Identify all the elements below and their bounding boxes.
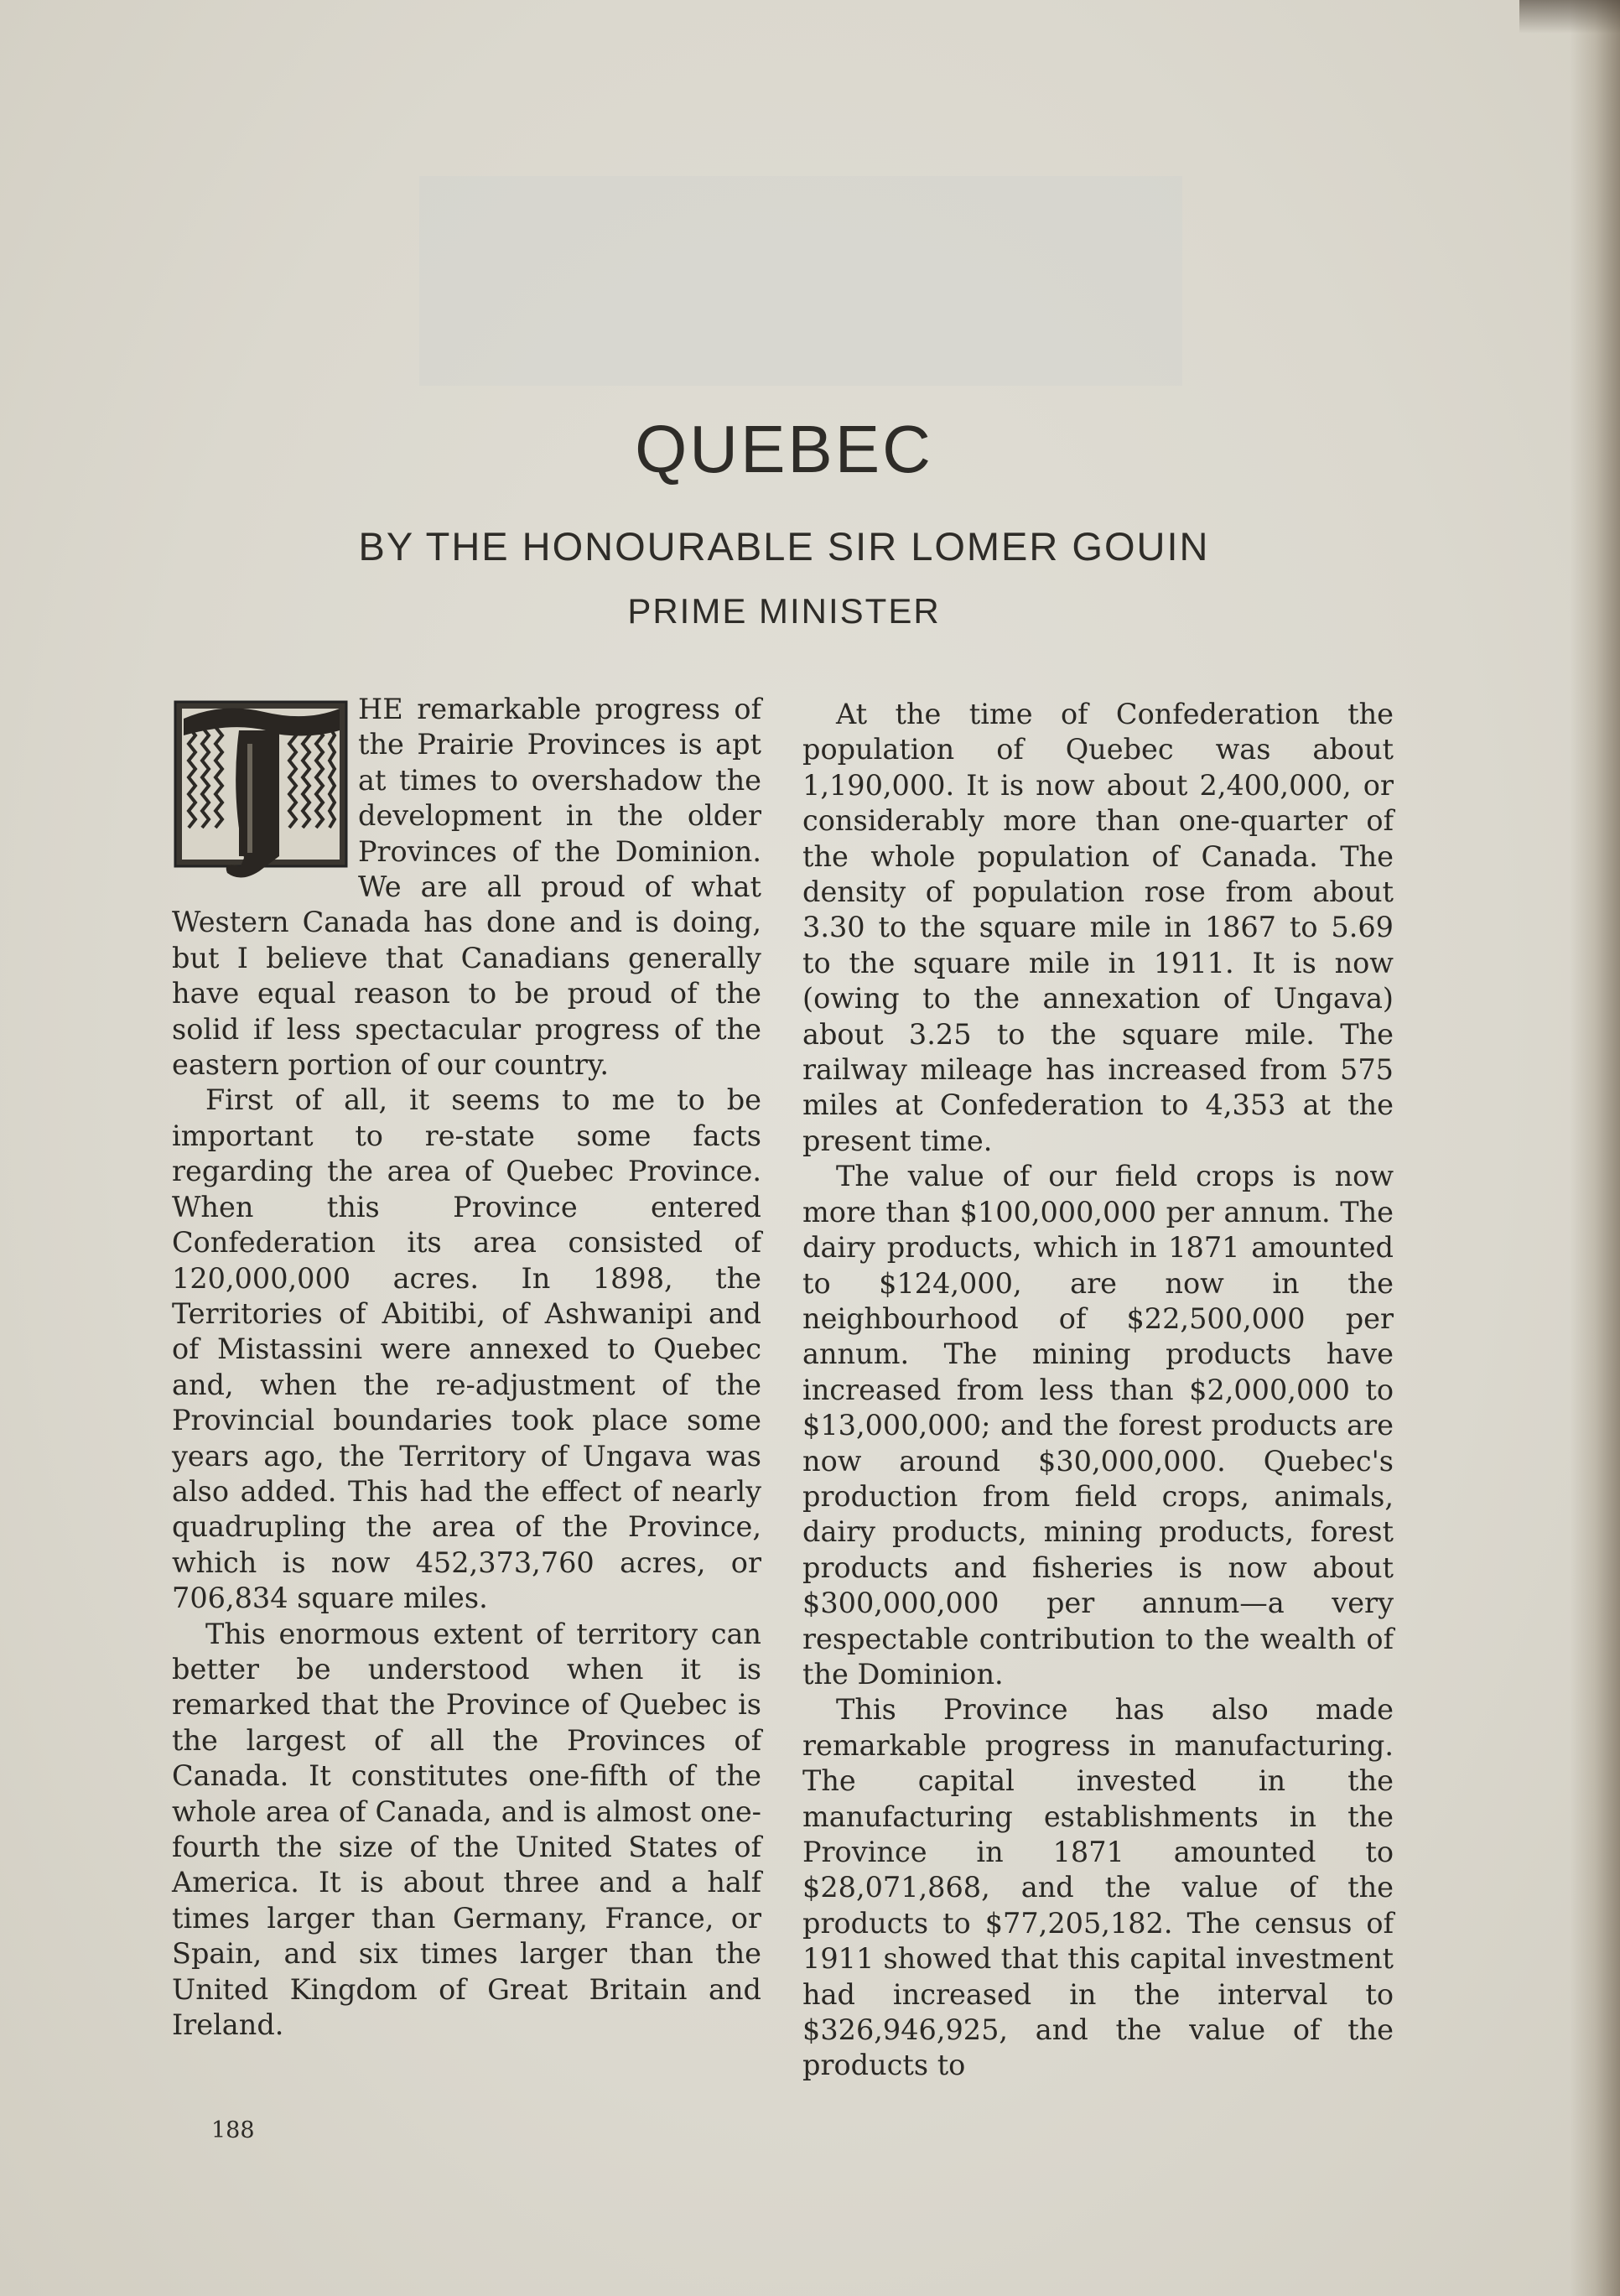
article-byline: BY THE HONOURABLE SIR LOMER GOUIN	[358, 524, 1210, 569]
paragraph: The value of our field crops is now more than $100,000,000 per annum. The dairy products, which in 1871 amounted to $124,000, are now in the neighbourhood of $22,500,000 per annum. The mining products have increased from less than $2,000,000 to $13,000,000; and the forest products are now around $30,000,000. Quebec's production from field crops, animals, dairy products, mining products, forest products and fisheries is now about $300,000,000 per annum—a very respectable contribution to the wealth of the Dominion.	[802, 1160, 1394, 1691]
paragraph: First of all, it seems to me to be important to re-state some facts regarding the area of Quebec Province. When this Province entered Confederation its area consisted of 120,000,000 acres. In 1898, the Territories of Abitibi, of Ashwanipi and of Mistassini were annexed to Quebec and, when the re-adjustment of the Provincial boundaries took place some years ago, the Territory of Ungava was also added. This had the effect of nearly quadrupling the area of the Province, which is now 452,373,760 acres, or 706,834 square miles.	[172, 1083, 761, 1615]
drop-cap-t-icon	[172, 693, 350, 886]
left-column	[172, 692, 761, 2043]
paragraph: This Province has also made remarkable progress in manufacturing. The capital invested in the manufacturing establishments in the Province in 1871 amounted to $28,071,868, and the value of the products to $77,205,182. The census of 1911 showed that this capital investment had increased in the interval to $326,946,925, and the value of the products to	[802, 1693, 1394, 2082]
page-edge-shadow	[1570, 0, 1620, 2296]
page-corner-shadow	[1519, 0, 1620, 34]
author-role: PRIME MINISTER	[627, 591, 941, 631]
paragraph: At the time of Confederation the population of Quebec was about 1,190,000. It is now about 2,400,000, or considerably more than one-quarter of the whole population of Canada. The density of population rose from about 3.30 to the square mile in 1867 to 5.69 to the square mile in 1911. It is now (owing to the annexation of Ungava) about 3.25 to the square mile. The railway mileage has increased from 575 miles at Confederation to 4,353 at the present time.	[802, 698, 1394, 1157]
paragraph: This enormous extent of territory can better be understood when it is remarked that the Province of Quebec is the largest of all the Provinces of Canada. It constitutes one-fifth of the whole area of Canada, and is almost one-fourth the size of the United States of America. It is about three and a half times larger than Germany, France, or Spain, and six times larger than the United Kingdom of Great Britain and Ireland.	[172, 1617, 761, 2042]
right-column	[802, 697, 1394, 2084]
article-title: QUEBEC	[635, 412, 933, 486]
paragraph: HE remarkable progress of the Prairie Provinces is apt at times to overshadow the development in the older Provinces of the Dominion. We are all proud of what Western Canada has done and is doing, but I believe that Canadians generally have equal reason to be proud of the solid if less spectacular progress of the eastern portion of our country.	[172, 693, 761, 1082]
page-number: 188	[211, 2117, 255, 2143]
drop-cap-ornament	[172, 693, 350, 886]
faint-print-area	[419, 176, 1182, 386]
